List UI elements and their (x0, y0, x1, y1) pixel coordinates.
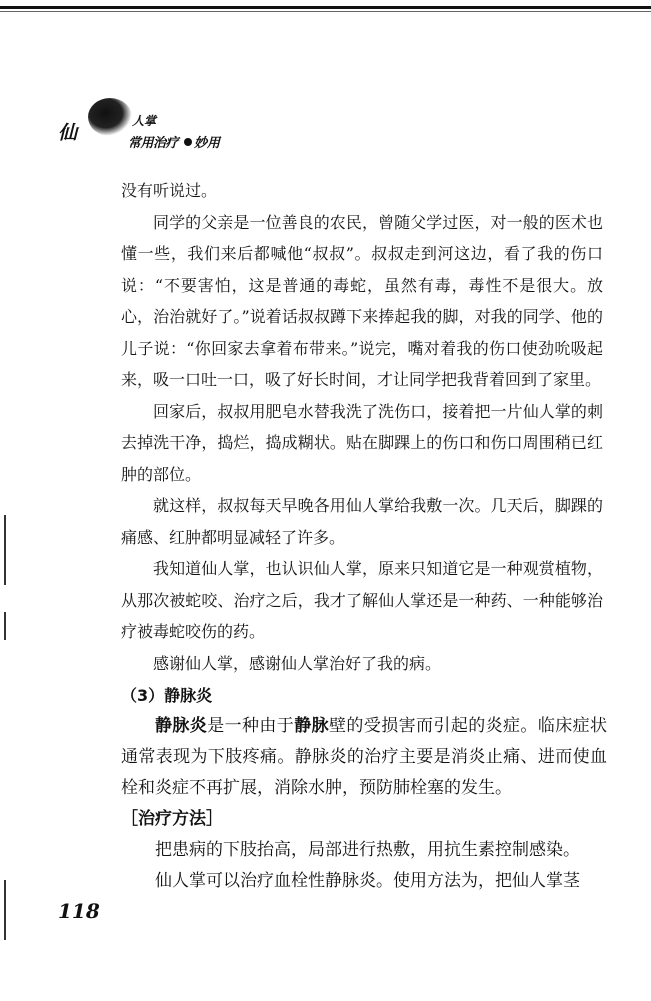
top-rule-thin (0, 11, 651, 12)
treatment-step-2: 仙人掌可以治疗血栓性静脉炎。使用方法为，把仙人掌茎 (155, 871, 580, 891)
logo-text-miaoyong: 妙用 (194, 136, 221, 151)
phlebitis-section (121, 680, 607, 897)
running-header-logo (58, 96, 268, 156)
treatment-step-1: 把患病的下肢抬高，局部进行热敷，用抗生素控制感染。 (155, 840, 580, 860)
logo-text-changyong: 常用治疗 (128, 136, 179, 151)
term-bold: 静脉炎 (155, 716, 208, 736)
page-number: 118 (58, 899, 100, 923)
paragraph: 回家后，叔叔用肥皂水替我洗了洗伤口，接着把一片仙人掌的刺去掉洗干净，捣烂，捣成糊状。贴在脚踝上的伤口和伤口周围稍已红肿的部位。 (121, 401, 603, 484)
paragraph: 我知道仙人掌，也认识仙人掌，原来只知道它是一种观赏植物，从那次被蛇咬、治疗之后，我才了解仙人掌还是一种药、一种能够治疗被毒蛇咬伤的药。 (121, 559, 603, 641)
logo-text-renzhang: 人掌 (132, 114, 157, 128)
intro-text-2: 壁的受损害而引起的炎症。临床症状通常表现为下肢疼痛。静脉炎的治疗主要是消炎止痛、进而使血栓和炎症不再扩展，消除水肿，预防肺栓塞的发生。 (121, 716, 608, 798)
intro-text: 是一种由于 (207, 716, 295, 736)
paragraph: 没有听说过。 (121, 181, 218, 200)
term-bold-2: 静脉 (294, 716, 330, 736)
section-intro (121, 711, 607, 804)
scan-edge-mark (4, 880, 6, 940)
paragraph: 就这样，叔叔每天早晚各用仙人掌给我敷一次。几天后，脚踝的痛感、红肿都明显减轻了许多。 (121, 496, 603, 547)
logo-dot (184, 138, 192, 146)
story-text (121, 175, 603, 679)
section-title: （3）静脉炎 (121, 686, 213, 705)
top-rule (0, 6, 651, 9)
treatment-label: ［治疗方法］ (121, 809, 223, 829)
paragraph: 感谢仙人掌，感谢仙人掌治好了我的病。 (153, 653, 442, 673)
paragraph: 同学的父亲是一位善良的农民，曾随父学过医，对一般的医术也懂一些，我们来后都喊他“叔叔”。叔叔走到河这边，看了我的伤口说：“不要害怕，这是普通的毒蛇，虽然有毒，毒性不是很大。放心，治治就好了。”说着话叔叔蹲下来捧起我的脚，对我的同学、他的儿子说：“你回家去拿着布带来。”说完，嘴对着我的伤口使劲吮吸起来，吸一口吐一口，吸了好长时间，才让同学把我背着回到了家里。 (121, 212, 603, 389)
scan-edge-mark (4, 515, 6, 585)
scan-edge-mark (4, 612, 6, 640)
logo-text-xian: 仙 (58, 122, 78, 144)
logo-ink-mark (88, 98, 132, 136)
